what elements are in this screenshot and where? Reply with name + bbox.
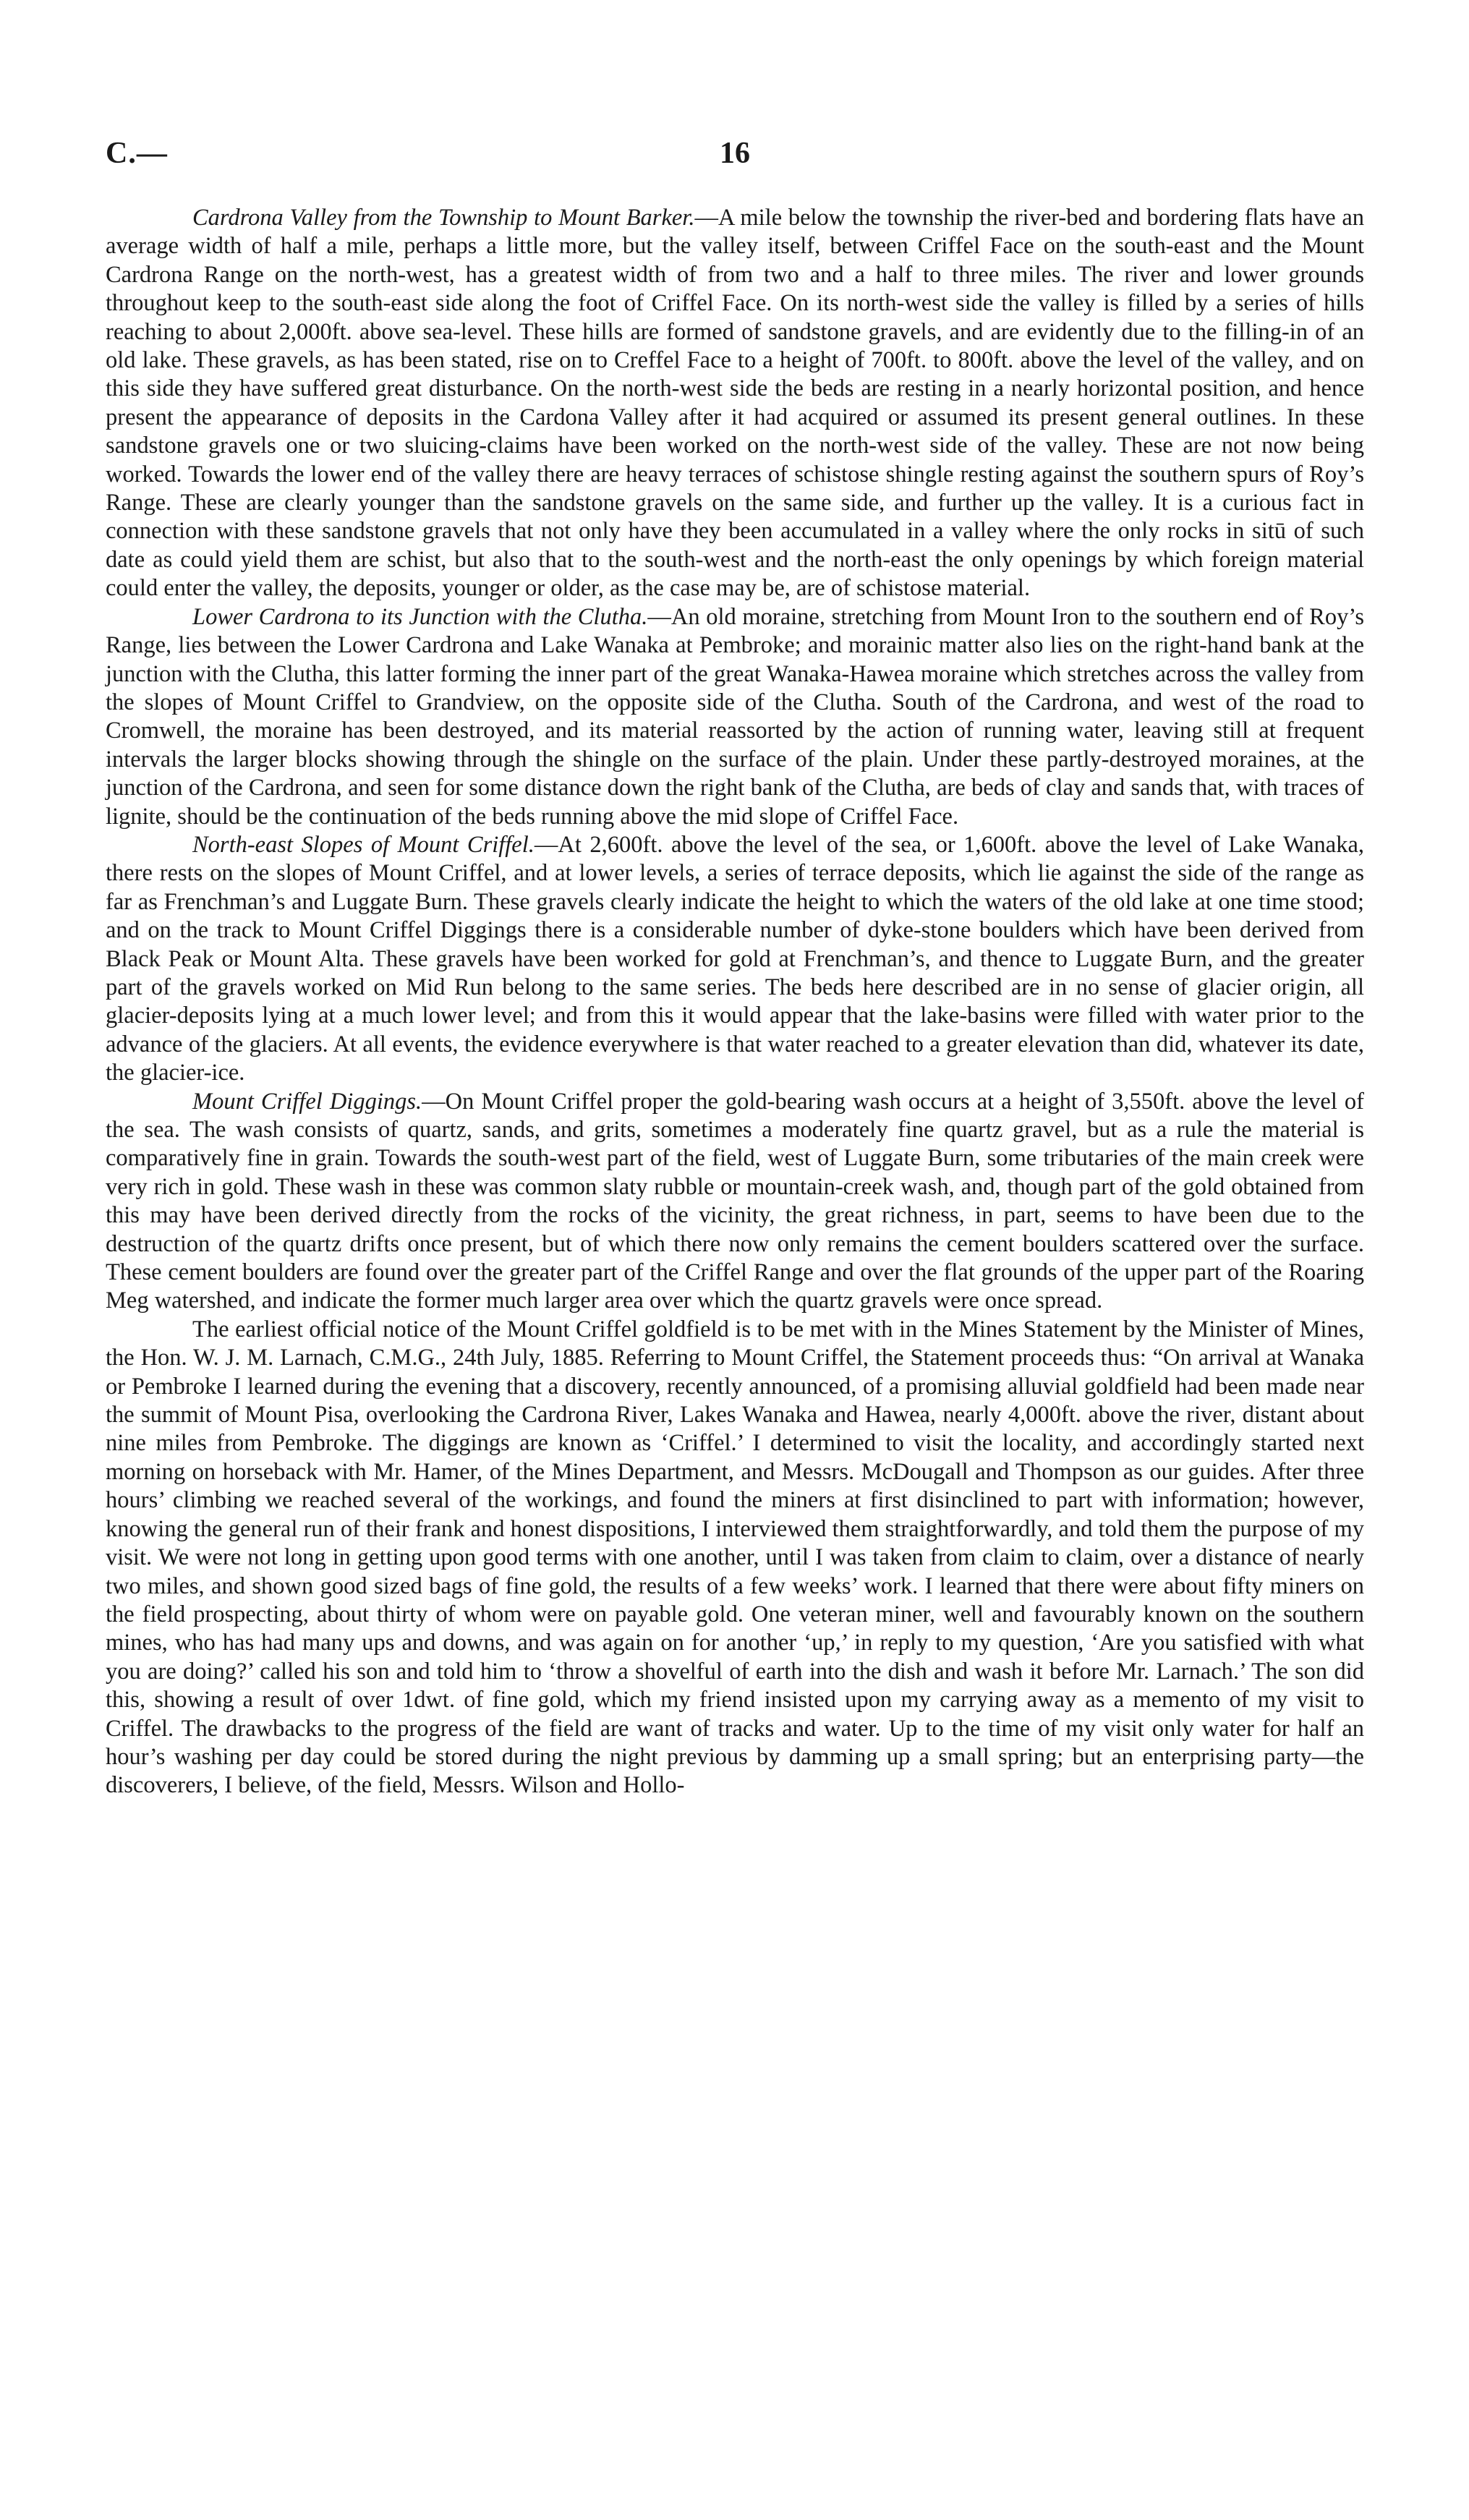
paragraph-text: —At 2,600ft. above the level of the sea, or 1,600ft. above the level of Lake Wanaka, there rests on the slopes of Mount Criffel, and at lower levels, a series of terrace deposits, which lie against the side of the range as far as Frenchman’s and Luggate Burn. These gravels clearly indicate the height to which the waters of the old lake at one time stood; and on the track to Mount Criffel Diggings there is a considerable number of dyke-stone boulders which have been derived from Black Peak or Mount Alta. These gravels have been worked for gold at Frenchman’s, and thence to Luggate Burn, and the greater part of the gravels worked on Mid Run belong to the same series. The beds here described are in no sense of glacier origin, all glacier-deposits lying at a much lower level; and from this it would appear that the lake-basins were filled with water prior to the advance of the glaciers. At all events, the evidence everywhere is that water reached to a greater elevation than did, whatever its date, the glacier-ice. bbox=[106, 831, 1364, 1086]
paragraph-text: —On Mount Criffel proper the gold-bearing wash occurs at a height of 3,550ft. above the level of the sea. The wash consists of quartz, sands, and grits, sometimes a moderately fine quartz gravel, but as a rule the material is comparatively fine in grain. Towards the south-west part of the field, west of Luggate Burn, some tributaries of the main creek were very rich in gold. These wash in these was common slaty rubble or mountain-creek wash, and, though part of the gold obtained from this may have been derived directly from the rocks of the vicinity, the great richness, in part, seems to have been due to the destruction of the quartz drifts once present, but of which there now only remains the cement boulders scattered over the surface. These cement boulders are found over the greater part of the Criffel Range and over the flat grounds of the upper part of the Roaring Meg watershed, and indicate the former much larger area over which the quartz gravels were once spread. bbox=[106, 1088, 1364, 1314]
page-header bbox=[106, 136, 1364, 179]
document-reference: C.— bbox=[106, 137, 168, 170]
paragraph-cardrona-valley bbox=[106, 204, 1364, 603]
paragraph-text: The earliest official notice of the Mount Criffel goldfield is to be met with in the Mines Statement by the Minister of Mines, the Hon. W. J. M. Larnach, C.M.G., 24th July, 1885. Referring to Mount Criffel, the Statement proceeds thus: “On arrival at Wanaka or Pembroke I learned during the evening that a discovery, recently announced, of a promising alluvial goldfield had been made near the summit of Mount Pisa, overlooking the Cardrona River, Lakes Wanaka and Hawea, nearly 4,000ft. above the river, distant about nine miles from Pembroke. The diggings are known as ‘Criffel.’ I determined to visit the locality, and accordingly started next morning on horseback with Mr. Hamer, of the Mines Department, and Messrs. McDougall and Thompson as our guides. After three hours’ climbing we reached several of the workings, and found the miners at first disinclined to part with information; however, knowing the general run of their frank and honest dispositions, I interviewed them straightforwardly, and told them the purpose of my visit. We were not long in getting upon good terms with one another, until I was taken from claim to claim, over a distance of nearly two miles, and shown good sized bags of fine gold, the results of a few weeks’ work. I learned that there were about fifty miners on the field prospecting, about thirty of whom were on payable gold. One veteran miner, well and favourably known on the southern mines, who has had many ups and downs, and was again on for another ‘up,’ in reply to my question, ‘Are you satisfied with what you are doing?’ called his son and told him to ‘throw a shovelful of earth into the dish and wash it before Mr. Larnach.’ The son did this, showing a result of over 1dwt. of fine gold, which my friend insisted upon my carrying away as a memento of my visit to Criffel. The drawbacks to the progress of the field are want of tracks and water. Up to the time of my visit only water for half an hour’s washing per day could be stored during the night previous by damming up a small spring; but an enterprising party—the discoverers, I believe, of the field, Messrs. Wilson and Hollo- bbox=[106, 1316, 1364, 1799]
paragraph-lower-cardrona bbox=[106, 603, 1364, 831]
paragraph-official-notice bbox=[106, 1316, 1364, 1800]
paragraph-text: —An old moraine, stretching from Mount Iron to the southern end of Roy’s Range, lies between the Lower Cardrona and Lake Wanaka at Pembroke; and morainic matter also lies on the right-hand bank at the junction with the Clutha, this latter forming the inner part of the great Wanaka-Hawea moraine which stretches across the valley from the slopes of Mount Criffel to Grandview, on the opposite side of the Clutha. South of the Cardrona, and west of the road to Cromwell, the moraine has been destroyed, and its material reassorted by the action of running water, leaving still at frequent intervals the larger blocks showing through the shingle on the surface of the plain. Under these partly-destroyed moraines, at the junction of the Cardrona, and seen for some distance down the right bank of the Clutha, are beds of clay and sands that, with traces of lignite, should be the continuation of the beds running above the mid slope of Criffel Face. bbox=[106, 603, 1364, 830]
paragraph-criffel-diggings bbox=[106, 1088, 1364, 1316]
section-heading: Lower Cardrona to its Junction with the Clutha. bbox=[192, 603, 648, 630]
page-number: 16 bbox=[720, 137, 750, 170]
section-heading: Cardrona Valley from the Township to Mount Barker. bbox=[192, 205, 695, 231]
paragraph-text: —A mile below the township the river-bed and bordering flats have an average width of half a mile, perhaps a little more, but the valley itself, between Criffel Face on the south-east and the Mount Cardrona Range on the north-west, has a greatest width of from two and a half to three miles. The river and lower grounds throughout keep to the south-east side along the foot of Criffel Face. On its north-west side the valley is filled by a series of hills reaching to about 2,000ft. above sea-level. These hills are formed of sandstone gravels, and are evidently due to the filling-in of an old lake. These gravels, as has been stated, rise on to Creffel Face to a height of 700ft. to 800ft. above the level of the valley, and on this side they have suffered great disturbance. On the north-west side the beds are resting in a nearly horizontal position, and hence present the appearance of deposits in the Cardona Valley after it had acquired or assumed its present general outlines. In these sandstone gravels one or two sluicing-claims have been worked on the north-west side of the valley. These are not now being worked. Towards the lower end of the valley there are heavy terraces of schistose shingle resting against the southern spurs of Roy’s Range. These are clearly younger than the sandstone gravels on the same side, and further up the valley. It is a curious fact in connection with these sandstone gravels that not only have they been accumulated in a valley where the only rocks in sitū of such date as could yield them are schist, but also that to the south-west and the north-east the only openings by which foreign material could enter the valley, the deposits, younger or older, as the case may be, are of schistose material. bbox=[106, 205, 1365, 602]
paragraph-north-east-slopes bbox=[106, 831, 1364, 1088]
section-heading: North-east Slopes of Mount Criffel. bbox=[192, 831, 535, 858]
body-text bbox=[106, 204, 1364, 1800]
section-heading: Mount Criffel Diggings. bbox=[192, 1088, 422, 1115]
